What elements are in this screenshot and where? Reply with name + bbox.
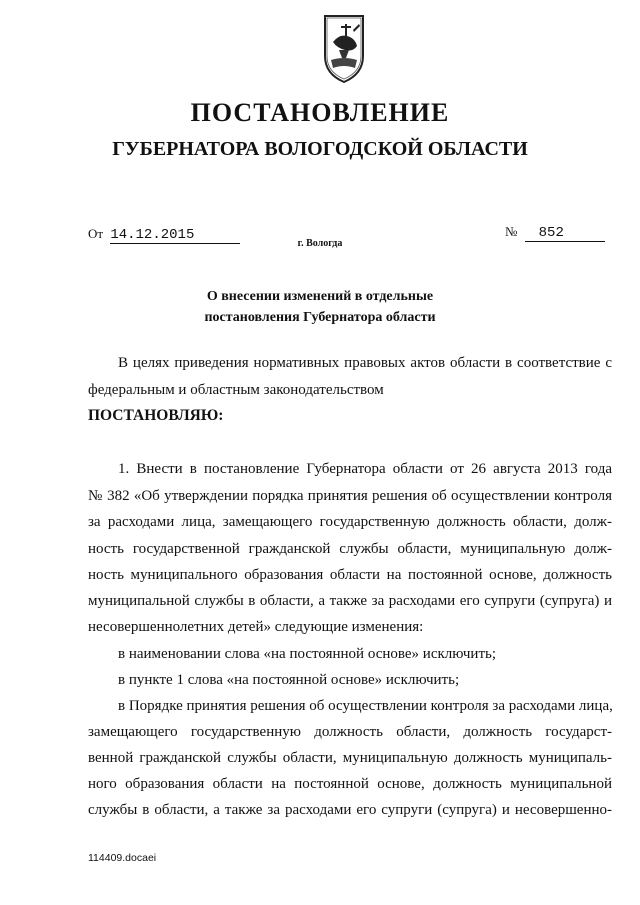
decree-word: ПОСТАНОВЛЯЮ: [88,407,224,424]
body-line: муниципальной службы в области, а также за расходами его супруги (супруга) и [88,593,612,609]
body-line: за расходами лица, замещающего государственную должность области, долж- [88,514,612,530]
document-date: 14.12.2015 [110,227,240,244]
preamble-line: В целях приведения нормативных правовых актов области в соответствие с [118,355,612,371]
body-line: несовершеннолетних детей» следующие изменения: [88,619,424,635]
coat-of-arms-emblem [319,12,369,84]
document-issuer: ГУБЕРНАТОРА ВОЛОГОДСКОЙ ОБЛАСТИ [112,138,528,160]
file-name-footer: 114409.docaei [88,852,157,864]
document-title: ПОСТАНОВЛЕНИЕ [190,98,450,127]
body-line: в наименовании слова «на постоянной основе» исключить; [118,646,497,662]
body-line: венной гражданской службы области, муниципальную должность муниципаль- [88,750,612,766]
number-prefix: № [505,224,518,239]
document-subject [0,286,640,328]
subject-line: постановления Губернатора области [204,310,436,325]
body-line: № 382 «Об утверждении порядка принятия решения об осуществлении контроля [88,488,612,504]
body-line: ность муниципального образования области на постоянной основе, должность [88,567,612,583]
preamble-line: федеральным и областным законодательством [88,382,384,398]
body-line: в пункте 1 слова «на постоянной основе» исключить; [118,672,460,688]
city-label: г. Вологда [297,238,343,249]
body-line: ность государственной гражданской службы области, муниципальную долж- [88,541,612,557]
subject-line: О внесении изменений в отдельные [206,289,434,304]
date-prefix: От [88,226,104,241]
document-number: 852 [525,225,605,242]
body-line: службы в области, а также за расходами его супруги (супруга) и несовершенно- [88,802,612,818]
body-line: в Порядке принятия решения об осуществлении контроля за расходами лица, [118,698,613,714]
body-line: ного образования области на постоянной основе, должность муниципальной [88,776,612,792]
body-line: замещающего государственную должность области, должность государст- [88,724,612,740]
body-line: 1. Внести в постановление Губернатора области от 26 августа 2013 года [118,461,612,477]
